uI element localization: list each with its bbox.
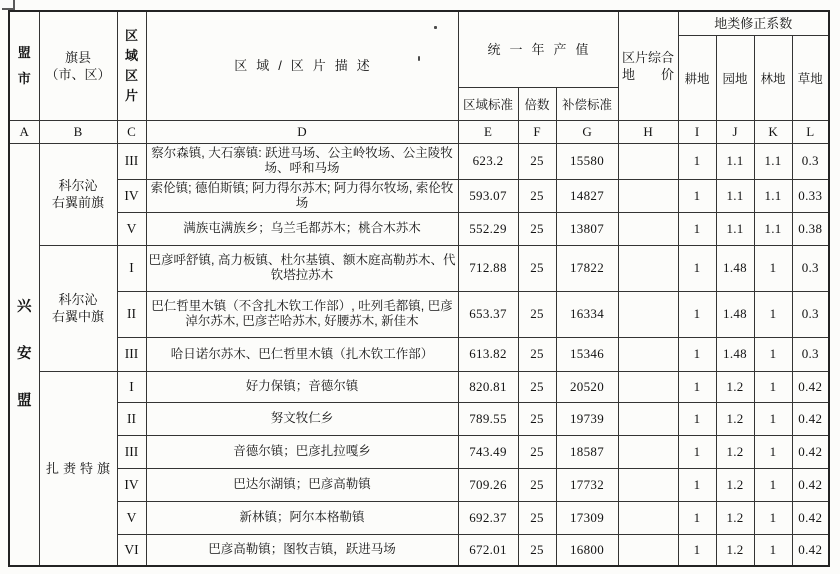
- coef-forest-cell: 1: [754, 337, 792, 371]
- zone-price-cell: [618, 534, 678, 566]
- header-correction-group: 地类修正系数: [678, 11, 829, 35]
- header-forest: 林地: [754, 35, 792, 120]
- regional-standard-cell: 692.37: [458, 501, 518, 534]
- coef-grass-cell: 0.3: [792, 143, 829, 179]
- header-banner-line2: （市、区）: [45, 66, 111, 82]
- coef-garden-cell: 1.2: [716, 534, 754, 566]
- description-cell: 好力保镇；音德尔镇: [146, 371, 458, 402]
- compensation-cell: 15580: [556, 143, 618, 179]
- header-row-1: [9, 11, 829, 35]
- regional-standard-cell: 613.82: [458, 337, 518, 371]
- coef-garden-cell: 1.2: [716, 371, 754, 402]
- header-compensation-standard: 补偿标准: [556, 87, 618, 120]
- description-cell: 努文牧仁乡: [146, 402, 458, 435]
- regional-standard-cell: 672.01: [458, 534, 518, 566]
- description-cell: 音德尔镇；巴彦扎拉嘎乡: [146, 435, 458, 468]
- banner-label-line: 科尔沁: [58, 178, 98, 193]
- multiplier-cell: 25: [518, 468, 556, 501]
- zone-code-cell: I: [117, 245, 146, 291]
- table-row: [9, 371, 829, 402]
- zone-code-cell: II: [117, 291, 146, 337]
- multiplier-cell: 25: [518, 435, 556, 468]
- description-cell: 新林镇；阿尔本格勒镇: [146, 501, 458, 534]
- compensation-cell: 20520: [556, 371, 618, 402]
- header-garden: 园地: [716, 35, 754, 120]
- multiplier-cell: 25: [518, 291, 556, 337]
- coef-grass-cell: 0.42: [792, 501, 829, 534]
- header-cultivated: 耕地: [678, 35, 716, 120]
- coef-forest-cell: 1: [754, 435, 792, 468]
- zone-code-cell: V: [117, 501, 146, 534]
- multiplier-cell: 25: [518, 179, 556, 212]
- description-cell: 巴彦高勒镇；图牧吉镇，跃进马场: [146, 534, 458, 566]
- header-banner-line1: 旗县: [64, 49, 91, 65]
- coef-cultivated-cell: 1: [678, 402, 716, 435]
- coef-garden-cell: 1.2: [716, 501, 754, 534]
- column-letter: J: [716, 120, 754, 143]
- league-cell: [9, 143, 39, 566]
- column-letter: E: [458, 120, 518, 143]
- column-letter: A: [9, 120, 39, 143]
- header-unified-output: [458, 11, 618, 87]
- multiplier-cell: 25: [518, 501, 556, 534]
- coef-cultivated-cell: 1: [678, 245, 716, 291]
- coef-cultivated-cell: 1: [678, 291, 716, 337]
- zone-price-cell: [618, 179, 678, 212]
- column-letter-row: [9, 120, 829, 143]
- header-zone-price-line2: 地 价: [622, 66, 675, 82]
- coef-grass-cell: 0.3: [792, 245, 829, 291]
- coef-cultivated-cell: 1: [678, 371, 716, 402]
- coef-grass-cell: 0.42: [792, 402, 829, 435]
- zone-price-cell: [618, 291, 678, 337]
- zone-price-cell: [618, 435, 678, 468]
- zone-price-cell: [618, 501, 678, 534]
- regional-standard-cell: 789.55: [458, 402, 518, 435]
- zone-price-cell: [618, 402, 678, 435]
- multiplier-cell: 25: [518, 402, 556, 435]
- column-letter: C: [117, 120, 146, 143]
- table-row: [9, 534, 829, 566]
- table-body: [9, 143, 829, 566]
- coef-cultivated-cell: 1: [678, 212, 716, 245]
- header-zone-price: [618, 11, 678, 120]
- description-cell: 巴仁哲里木镇（不含扎木钦工作部）, 吐列毛都镇, 巴彦淖尔苏木, 巴彦芒哈苏木, 好腰苏木, 新佳木: [146, 291, 458, 337]
- banner-label-line: 扎赉特旗: [45, 460, 114, 476]
- banner-cell: [39, 143, 117, 245]
- coef-grass-cell: 0.42: [792, 371, 829, 402]
- compensation-cell: 14827: [556, 179, 618, 212]
- coef-cultivated-cell: 1: [678, 179, 716, 212]
- table-row: [9, 143, 829, 179]
- zone-code-cell: I: [117, 371, 146, 402]
- column-letter: K: [754, 120, 792, 143]
- banner-cell: [39, 245, 117, 371]
- table-row: [9, 245, 829, 291]
- coef-forest-cell: 1.1: [754, 179, 792, 212]
- compensation-cell: 17822: [556, 245, 618, 291]
- compensation-cell: 16334: [556, 291, 618, 337]
- compensation-cell: 18587: [556, 435, 618, 468]
- zone-code-cell: IV: [117, 468, 146, 501]
- zone-price-cell: [618, 337, 678, 371]
- compensation-cell: 17732: [556, 468, 618, 501]
- coef-cultivated-cell: 1: [678, 468, 716, 501]
- coef-cultivated-cell: 1: [678, 501, 716, 534]
- header-multiplier: 倍数: [518, 87, 556, 120]
- compensation-cell: 17309: [556, 501, 618, 534]
- coef-forest-cell: 1.1: [754, 212, 792, 245]
- table-row: [9, 291, 829, 337]
- compensation-cell: 16800: [556, 534, 618, 566]
- column-letter: F: [518, 120, 556, 143]
- zone-price-cell: [618, 371, 678, 402]
- description-cell: 巴彦呼舒镇, 高力板镇、杜尔基镇、额木庭高勒苏木、代钦塔拉苏木: [146, 245, 458, 291]
- coef-forest-cell: 1: [754, 468, 792, 501]
- header-description: [146, 11, 458, 120]
- zone-code-cell: III: [117, 337, 146, 371]
- coef-garden-cell: 1.2: [716, 402, 754, 435]
- compensation-cell: 19739: [556, 402, 618, 435]
- column-letter: I: [678, 120, 716, 143]
- table-row: [9, 435, 829, 468]
- coef-forest-cell: 1: [754, 371, 792, 402]
- coef-cultivated-cell: 1: [678, 435, 716, 468]
- coef-forest-cell: 1: [754, 245, 792, 291]
- coef-grass-cell: 0.33: [792, 179, 829, 212]
- header-league-city: [9, 11, 39, 120]
- coef-forest-cell: 1.1: [754, 143, 792, 179]
- zone-price-cell: [618, 245, 678, 291]
- table-header: [9, 11, 829, 143]
- coef-cultivated-cell: 1: [678, 143, 716, 179]
- column-letter: G: [556, 120, 618, 143]
- regional-standard-cell: 820.81: [458, 371, 518, 402]
- column-letter: H: [618, 120, 678, 143]
- coef-garden-cell: 1.1: [716, 212, 754, 245]
- coef-garden-cell: 1.2: [716, 435, 754, 468]
- coef-forest-cell: 1: [754, 291, 792, 337]
- regional-standard-cell: 623.2: [458, 143, 518, 179]
- table-row: [9, 402, 829, 435]
- header-zone-code: [117, 11, 146, 120]
- table-row: [9, 501, 829, 534]
- zone-code-cell: VI: [117, 534, 146, 566]
- coef-cultivated-cell: 1: [678, 534, 716, 566]
- zone-code-cell: V: [117, 212, 146, 245]
- header-zone-code-label: 区域区片: [124, 27, 138, 103]
- compensation-cell: 13807: [556, 212, 618, 245]
- regional-standard-cell: 593.07: [458, 179, 518, 212]
- coef-grass-cell: 0.3: [792, 291, 829, 337]
- header-unified-output-label: 统一年产值: [487, 41, 598, 57]
- coef-grass-cell: 0.42: [792, 468, 829, 501]
- coef-grass-cell: 0.3: [792, 337, 829, 371]
- multiplier-cell: 25: [518, 245, 556, 291]
- regional-standard-cell: 712.88: [458, 245, 518, 291]
- regional-standard-cell: 709.26: [458, 468, 518, 501]
- coef-grass-cell: 0.42: [792, 435, 829, 468]
- description-cell: 巴达尔湖镇；巴彦高勒镇: [146, 468, 458, 501]
- league-label: 兴安盟: [17, 298, 32, 409]
- zone-code-cell: II: [117, 402, 146, 435]
- coef-garden-cell: 1.2: [716, 468, 754, 501]
- compensation-cell: 15346: [556, 337, 618, 371]
- header-regional-standard: 区域标准: [458, 87, 518, 120]
- banner-label-line: 右翼中旗: [51, 309, 104, 324]
- description-cell: 满族屯满族乡；乌兰毛都苏木；桃合木苏木: [146, 212, 458, 245]
- coef-cultivated-cell: 1: [678, 337, 716, 371]
- regional-standard-cell: 743.49: [458, 435, 518, 468]
- table-row: [9, 468, 829, 501]
- coef-garden-cell: 1.48: [716, 337, 754, 371]
- coef-forest-cell: 1: [754, 534, 792, 566]
- multiplier-cell: 25: [518, 371, 556, 402]
- scan-corner-mark: [2, 0, 15, 10]
- table-row: [9, 179, 829, 212]
- land-compensation-table: [8, 10, 830, 567]
- zone-code-cell: III: [117, 435, 146, 468]
- coef-garden-cell: 1.1: [716, 179, 754, 212]
- coef-garden-cell: 1.1: [716, 143, 754, 179]
- coef-forest-cell: 1: [754, 501, 792, 534]
- regional-standard-cell: 653.37: [458, 291, 518, 337]
- banner-label-line: 右翼前旗: [51, 195, 104, 210]
- multiplier-cell: 25: [518, 337, 556, 371]
- regional-standard-cell: 552.29: [458, 212, 518, 245]
- table-row: [9, 212, 829, 245]
- zone-price-cell: [618, 143, 678, 179]
- banner-cell: [39, 371, 117, 566]
- multiplier-cell: 25: [518, 143, 556, 179]
- header-grassland: 草地: [792, 35, 829, 120]
- description-cell: 索伦镇; 德伯斯镇; 阿力得尔苏木; 阿力得尔牧场, 索伦牧场: [146, 179, 458, 212]
- header-zone-price-line1: 区片综合: [622, 49, 675, 65]
- table-row: [9, 337, 829, 371]
- header-banner-county: [39, 11, 117, 120]
- coef-garden-cell: 1.48: [716, 291, 754, 337]
- zone-code-cell: III: [117, 143, 146, 179]
- coef-grass-cell: 0.42: [792, 534, 829, 566]
- banner-label-line: 科尔沁: [58, 292, 98, 307]
- description-cell: 哈日诺尔苏木、巴仁哲里木镇（扎木钦工作部）: [146, 337, 458, 371]
- column-letter: D: [146, 120, 458, 143]
- multiplier-cell: 25: [518, 212, 556, 245]
- header-description-label: 区域/区片描述: [234, 58, 379, 74]
- coef-grass-cell: 0.38: [792, 212, 829, 245]
- zone-price-cell: [618, 212, 678, 245]
- column-letter: B: [39, 120, 117, 143]
- column-letter: L: [792, 120, 829, 143]
- zone-price-cell: [618, 468, 678, 501]
- multiplier-cell: 25: [518, 534, 556, 566]
- zone-code-cell: IV: [117, 179, 146, 212]
- description-cell: 察尔森镇, 大石寨镇: 跃进马场、公主岭牧场、公主陵牧场、呼和马场: [146, 143, 458, 179]
- coef-forest-cell: 1: [754, 402, 792, 435]
- coef-garden-cell: 1.48: [716, 245, 754, 291]
- header-league-city-label: 盟市: [17, 44, 31, 86]
